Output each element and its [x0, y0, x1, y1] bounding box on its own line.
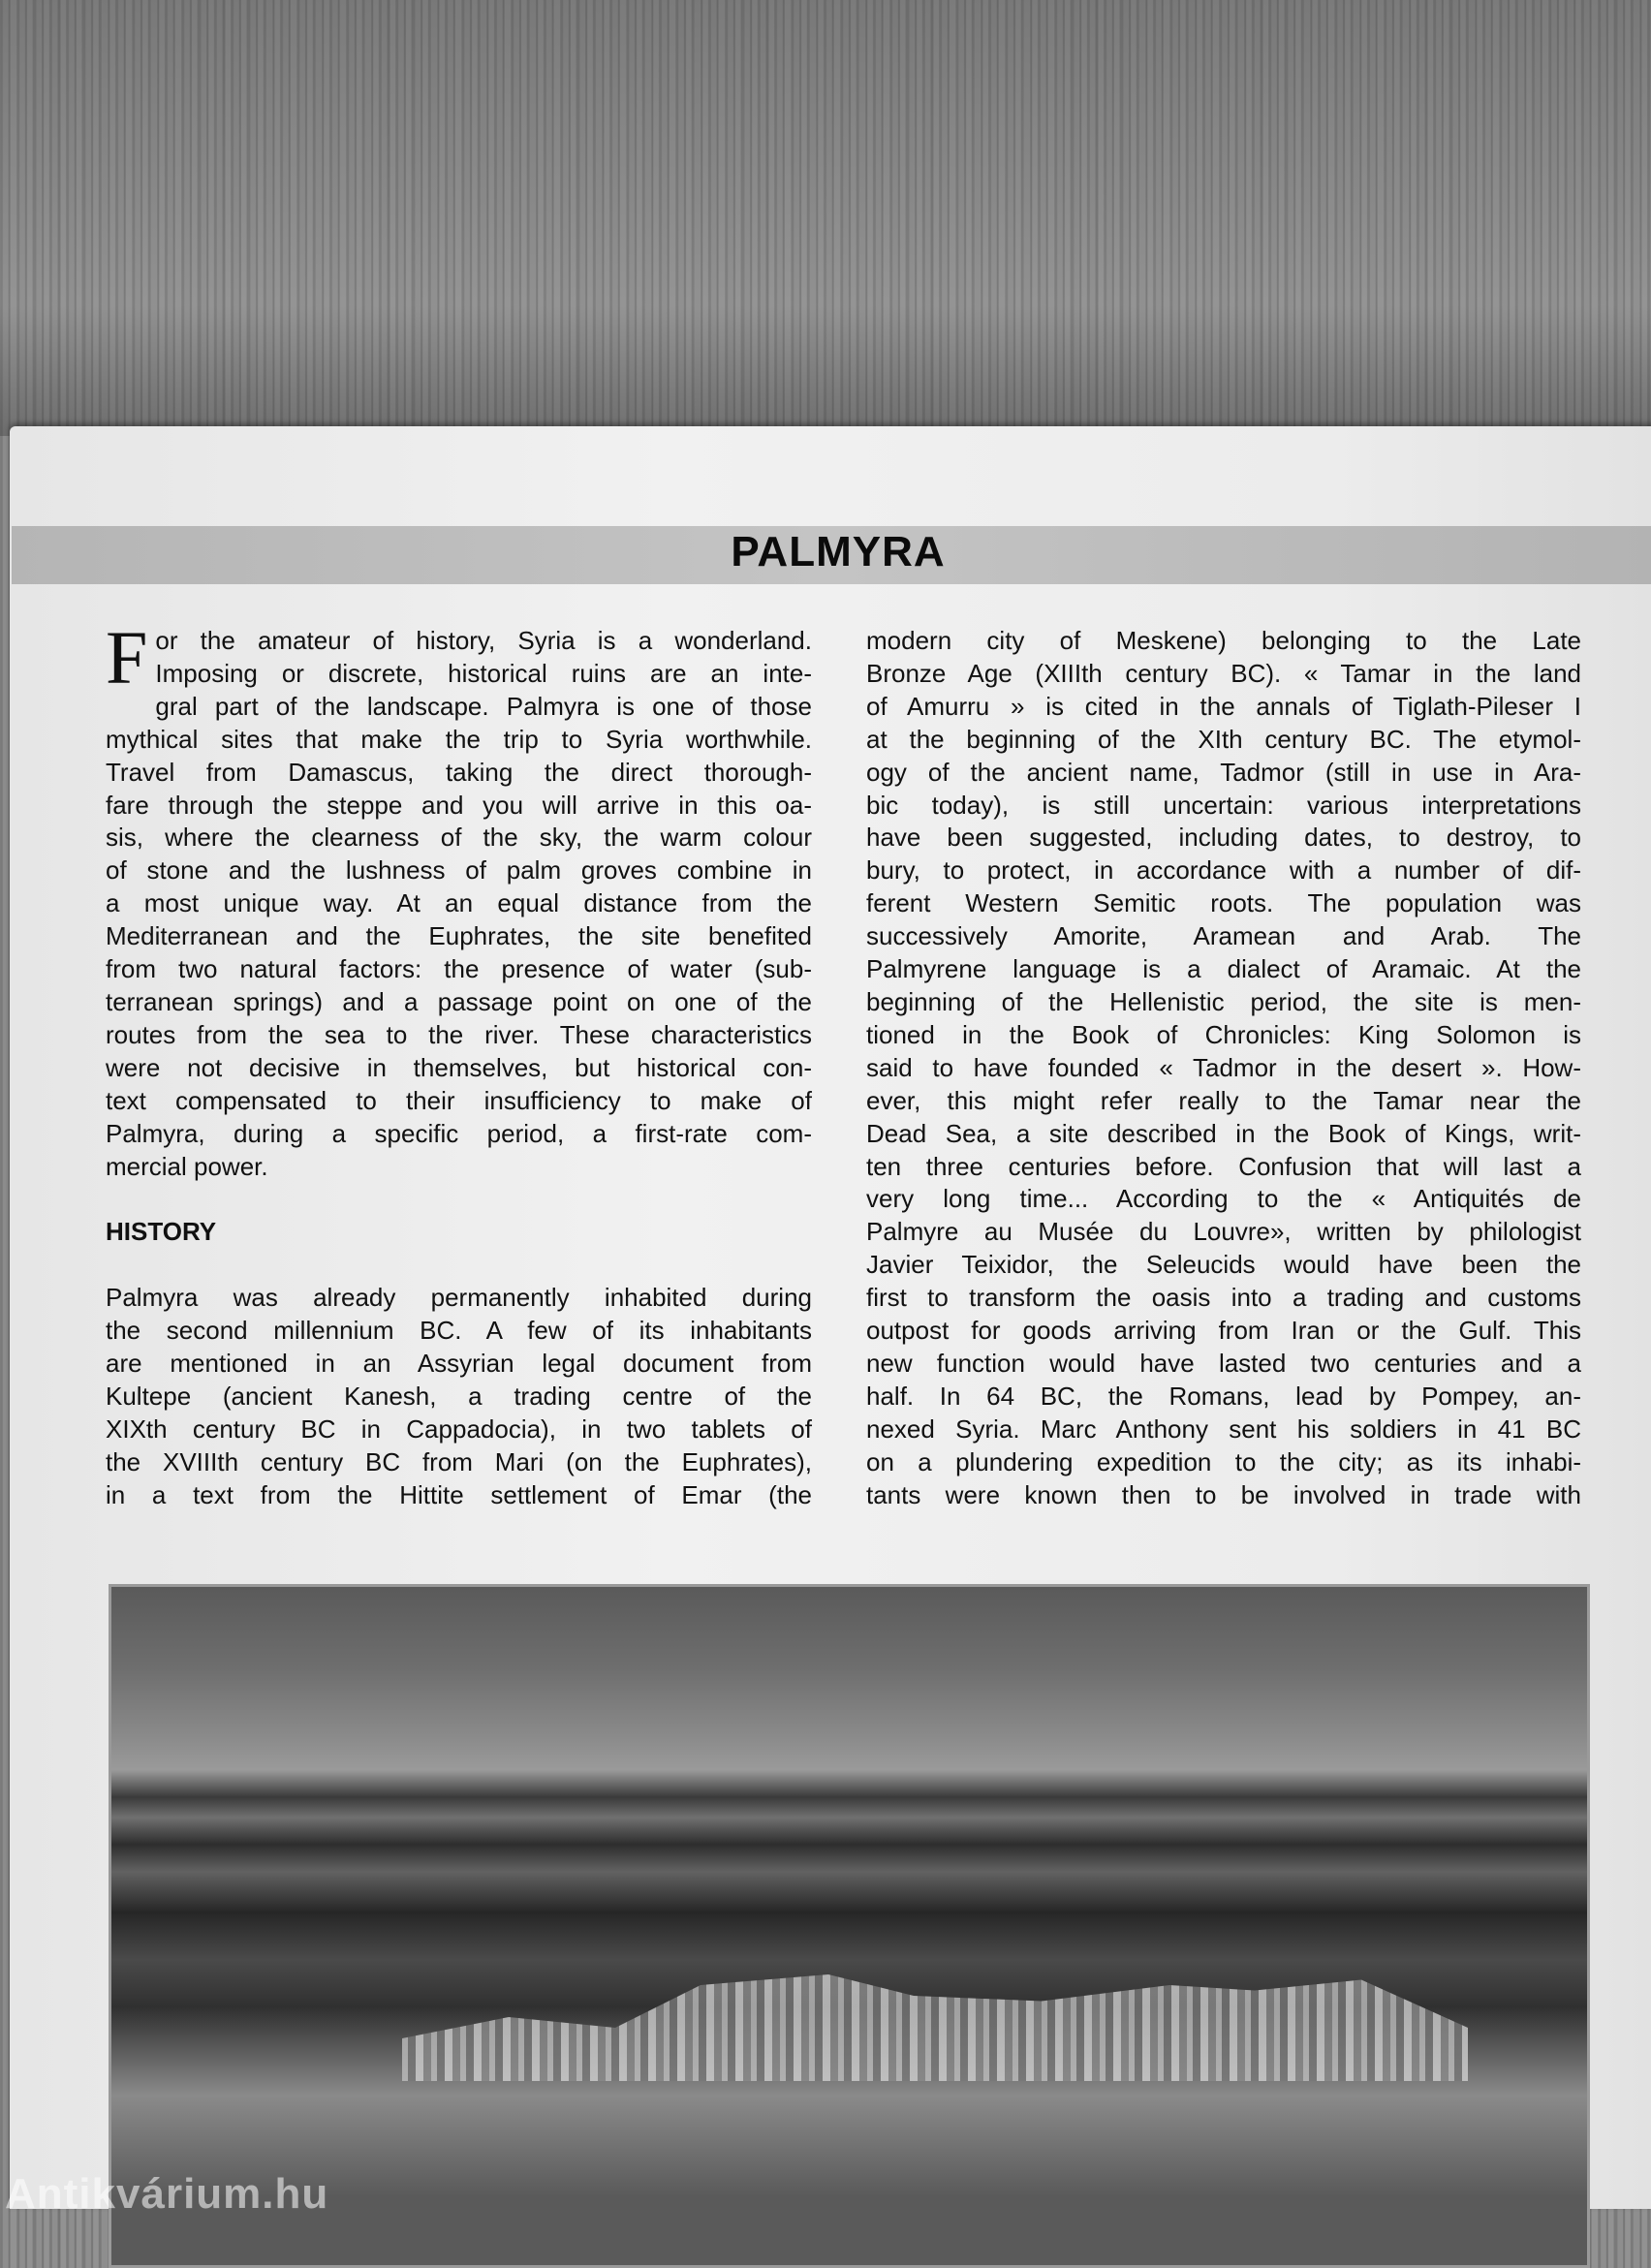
text-line: said to have founded « Tadmor in the desert ». How- — [866, 1052, 1581, 1082]
table-surface — [0, 0, 1651, 436]
text-line: mercial power. — [106, 1151, 268, 1181]
text-line: new function would have lasted two centuries and a — [866, 1348, 1581, 1378]
text-line: on a plundering expedition to the city; as its inhabi- — [866, 1446, 1581, 1476]
intro-paragraph — [106, 615, 812, 1183]
left-column — [106, 615, 812, 1511]
text-line: mythical sites that make the trip to Syria worthwhile. — [106, 724, 812, 754]
text-line: in a text from the Hittite settlement of Emar (the — [106, 1479, 812, 1509]
watermark: Antikvárium.hu — [5, 2170, 329, 2218]
text-line: text compensated to their insufficiency to make of — [106, 1085, 812, 1115]
text-line: bury, to protect, in accordance with a number of dif- — [866, 855, 1581, 885]
text-line: Bronze Age (XIIIth century BC). « Tamar in the land — [866, 658, 1581, 688]
text-line: ferent Western Semitic roots. The population was — [866, 888, 1581, 918]
text-line: Palmyrene language is a dialect of Aramaic. At the — [866, 954, 1581, 984]
text-line: Javier Teixidor, the Seleucids would have been the — [866, 1250, 1581, 1280]
text-line: first to transform the oasis into a trading and customs — [866, 1283, 1581, 1313]
text-line: Mediterranean and the Euphrates, the site benefited — [106, 921, 812, 951]
text-line: routes from the sea to the river. These characteristics — [106, 1019, 812, 1049]
text-line: from two natural factors: the presence of water (sub- — [106, 954, 812, 984]
text-line: terranean springs) and a passage point on one of the — [106, 986, 812, 1016]
text-line: ten three centuries before. Confusion that will last a — [866, 1151, 1581, 1181]
text-line: fare through the steppe and you will arrive in this oa- — [106, 790, 812, 820]
text-line: Dead Sea, a site described in the Book of Kings, writ- — [866, 1118, 1581, 1148]
text-line: outpost for goods arriving from Iran or the Gulf. This — [866, 1316, 1581, 1346]
text-line: of Amurru » is cited in the annals of Tiglath-Pileser I — [866, 691, 1581, 721]
text-line: modern city of Meskene) belonging to the Late — [866, 626, 1581, 655]
history-paragraph — [106, 1282, 812, 1511]
text-line: Travel from Damascus, taking the direct thorough- — [106, 757, 812, 787]
text-line: sis, where the clearness of the sky, the warm colour — [106, 823, 812, 853]
text-line: gral part of the landscape. Palmyra is one of those — [155, 691, 812, 721]
text-line: successively Amorite, Aramean and Arab. The — [866, 921, 1581, 951]
text-line: have been suggested, including dates, to destroy, to — [866, 823, 1581, 853]
text-line: the second millennium BC. A few of its inhabitants — [106, 1316, 812, 1345]
ruins-silhouette — [402, 1974, 1468, 2081]
right-column — [866, 625, 1581, 1511]
text-line: beginning of the Hellenistic period, the site is men- — [866, 986, 1581, 1016]
palmyra-aerial-photo — [109, 1584, 1590, 2268]
text-line: tioned in the Book of Chronicles: King Solomon is — [866, 1019, 1581, 1049]
text-line: at the beginning of the XIth century BC. The etymol- — [866, 724, 1581, 754]
text-line: Palmyre au Musée du Louvre», written by philologist — [866, 1217, 1581, 1247]
text-line: Palmyra, during a specific period, a first-rate com- — [106, 1118, 812, 1148]
text-line: Kultepe (ancient Kanesh, a trading centre of the — [106, 1381, 812, 1411]
page-title: PALMYRA — [731, 528, 946, 575]
text-line: ever, this might refer really to the Tamar near the — [866, 1085, 1581, 1115]
section-heading-history: HISTORY — [106, 1217, 217, 1247]
text-line: or the amateur of history, Syria is a wonderland. — [155, 626, 812, 655]
text-line: very long time... According to the « Antiquités de — [866, 1184, 1581, 1214]
text-line: a most unique way. At an equal distance from the — [106, 888, 812, 918]
text-line: Palmyra was already permanently inhabited during — [106, 1283, 812, 1313]
text-line: the XVIIIth century BC from Mari (on the Euphrates), — [106, 1446, 812, 1476]
text-line: were not decisive in themselves, but historical con- — [106, 1052, 812, 1082]
text-line: nexed Syria. Marc Anthony sent his soldiers in 41 BC — [866, 1414, 1581, 1444]
drop-cap: F — [106, 615, 148, 699]
text-line: XIXth century BC in Cappadocia), in two tablets of — [106, 1414, 812, 1444]
text-line: tants were known then to be involved in trade with — [866, 1479, 1581, 1509]
text-line: ogy of the ancient name, Tadmor (still in use in Ara- — [866, 757, 1581, 787]
text-line: Imposing or discrete, historical ruins are an inte- — [155, 658, 812, 688]
text-line: bic today), is still uncertain: various interpretations — [866, 790, 1581, 820]
text-line: are mentioned in an Assyrian legal document from — [106, 1348, 812, 1378]
text-line: half. In 64 BC, the Romans, lead by Pompey, an- — [866, 1381, 1581, 1411]
text-line: of stone and the lushness of palm groves combine in — [106, 855, 812, 885]
